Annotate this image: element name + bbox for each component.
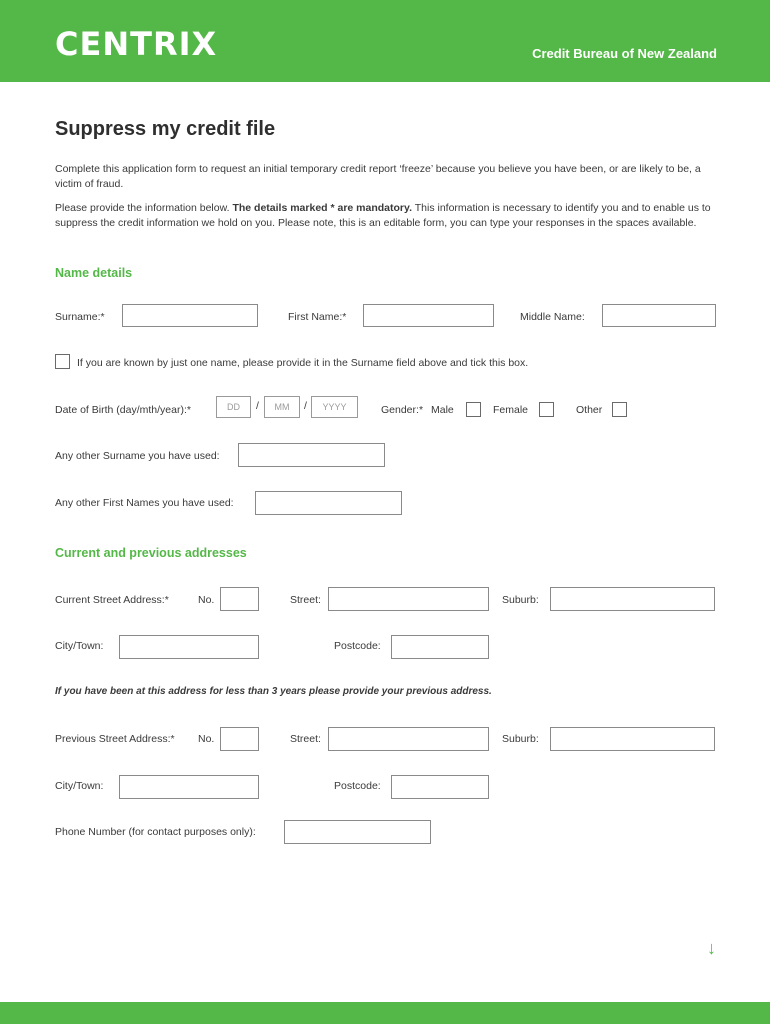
male-checkbox[interactable] (466, 402, 481, 417)
previous-suburb-field[interactable] (550, 727, 715, 751)
middle-name-field[interactable] (602, 304, 716, 327)
previous-city-label: City/Town: (55, 780, 104, 792)
previous-suburb-label: Suburb: (502, 733, 539, 745)
page-title: Suppress my credit file (55, 118, 276, 140)
current-city-field[interactable] (119, 635, 259, 659)
intro-paragraph: Complete this application form to request an initial temporary credit report ‘freeze’ because you believe you have been, or are likely to be, a victim of fraud. (55, 163, 701, 190)
surname-label: Surname:* (55, 311, 105, 323)
gender-label: Gender:* (381, 404, 424, 416)
dob-label: Date of Birth (day/mth/year):* (55, 404, 191, 416)
dob-separator: / (256, 400, 259, 412)
instructions-paragraph (55, 201, 715, 231)
current-city-label: City/Town: (55, 640, 104, 652)
current-suburb-label: Suburb: (502, 594, 539, 606)
previous-street-label: Street: (290, 733, 321, 745)
footer-bar (0, 1002, 770, 1024)
first-name-field[interactable] (363, 304, 494, 327)
other-surname-field[interactable] (238, 443, 385, 467)
other-first-names-field[interactable] (255, 491, 402, 515)
dob-day-field[interactable]: DD (216, 396, 251, 418)
phone-field[interactable] (284, 820, 431, 844)
name-details-heading: Name details (55, 266, 133, 280)
current-address-label: Current Street Address:* (55, 594, 169, 606)
female-label: Female (493, 404, 529, 416)
previous-street-field[interactable] (328, 727, 489, 751)
mandatory-note: The details marked * are mandatory. (232, 202, 412, 214)
previous-city-field[interactable] (119, 775, 259, 799)
single-name-checkbox[interactable] (55, 354, 70, 369)
current-postcode-label: Postcode: (334, 640, 381, 652)
logo-text: CENTRIX (55, 25, 218, 63)
instructions-text-after: This information is necessary to identify you and to enable us to suppress the credit information we hold on you. Please note, this is an editable form, you can type your responses in the spaces available. (55, 202, 711, 229)
previous-postcode-field[interactable] (391, 775, 489, 799)
current-postcode-field[interactable] (391, 635, 489, 659)
next-page-arrow-icon: ↓ (707, 938, 716, 958)
single-name-text: If you are known by just one name, please provide it in the Surname field above and tick this box. (77, 357, 529, 369)
dob-month-field[interactable]: MM (264, 396, 300, 418)
other-surname-label: Any other Surname you have used: (55, 450, 220, 462)
current-no-field[interactable] (220, 587, 259, 611)
middle-name-label: Middle Name: (520, 311, 585, 323)
first-name-label: First Name:* (288, 311, 347, 323)
previous-address-label: Previous Street Address:* (55, 733, 175, 745)
female-checkbox[interactable] (539, 402, 554, 417)
current-no-label: No. (198, 594, 215, 606)
dob-year-field[interactable]: YYYY (311, 396, 358, 418)
centrix-logo (55, 25, 218, 63)
other-gender-label: Other (576, 404, 603, 416)
instructions-text: Please provide the information below. (55, 202, 230, 214)
current-street-label: Street: (290, 594, 321, 606)
previous-postcode-label: Postcode: (334, 780, 381, 792)
tagline: Credit Bureau of New Zealand (532, 46, 717, 61)
addresses-heading: Current and previous addresses (55, 546, 247, 560)
phone-label: Phone Number (for contact purposes only): (55, 826, 256, 838)
surname-field[interactable] (122, 304, 258, 327)
previous-no-label: No. (198, 733, 215, 745)
current-street-field[interactable] (328, 587, 489, 611)
male-label: Male (431, 404, 454, 416)
current-suburb-field[interactable] (550, 587, 715, 611)
dob-separator: / (304, 400, 307, 412)
other-gender-checkbox[interactable] (612, 402, 627, 417)
other-first-names-label: Any other First Names you have used: (55, 497, 234, 509)
previous-no-field[interactable] (220, 727, 259, 751)
previous-address-note: If you have been at this address for less than 3 years please provide your previous address. (55, 686, 492, 697)
header-bar (0, 0, 770, 82)
